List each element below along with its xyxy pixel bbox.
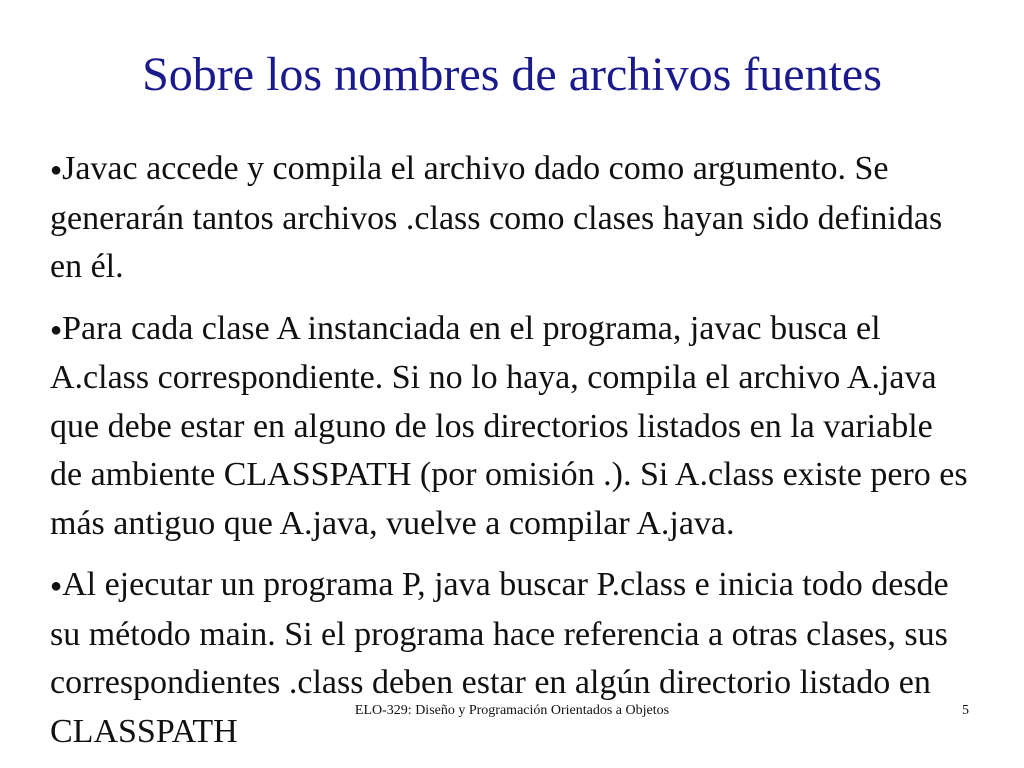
slide-title: Sobre los nombres de archivos fuentes <box>142 48 882 101</box>
bullet-item <box>50 561 970 756</box>
slide-footer: ELO-329: Diseño y Programación Orientados a Objetos <box>354 703 670 718</box>
page-number: 5 <box>962 703 969 718</box>
bullet-item <box>50 145 970 292</box>
bullet-dot-icon: ● <box>50 575 63 597</box>
bullet-text: Javac accede y compila el archivo dado como argumento. Se generarán tantos archivos .class como clases hayan sido definidas en él. <box>50 150 943 285</box>
bullet-dot-icon: ● <box>50 318 63 341</box>
bullet-text: Para cada clase A instanciada en el programa, javac busca el A.class correspondiente. Si no lo haya, compila el archivo A.java que debe estar en alguno de los directorios listados en la variable de ambiente CLASSPATH (por omisión .). Si A.class existe pero es más antiguo que A.java, vuelve a compilar A.java. <box>50 309 968 542</box>
bullet-list <box>50 145 970 768</box>
bullet-item <box>50 305 970 549</box>
bullet-dot-icon: ● <box>50 159 63 181</box>
bullet-text: Al ejecutar un programa P, java buscar P.class e inicia todo desde su método main. Si el programa hace referencia a otras clases, sus correspondientes .class deben estar en algún directorio listado en CLASSPATH <box>50 566 949 750</box>
